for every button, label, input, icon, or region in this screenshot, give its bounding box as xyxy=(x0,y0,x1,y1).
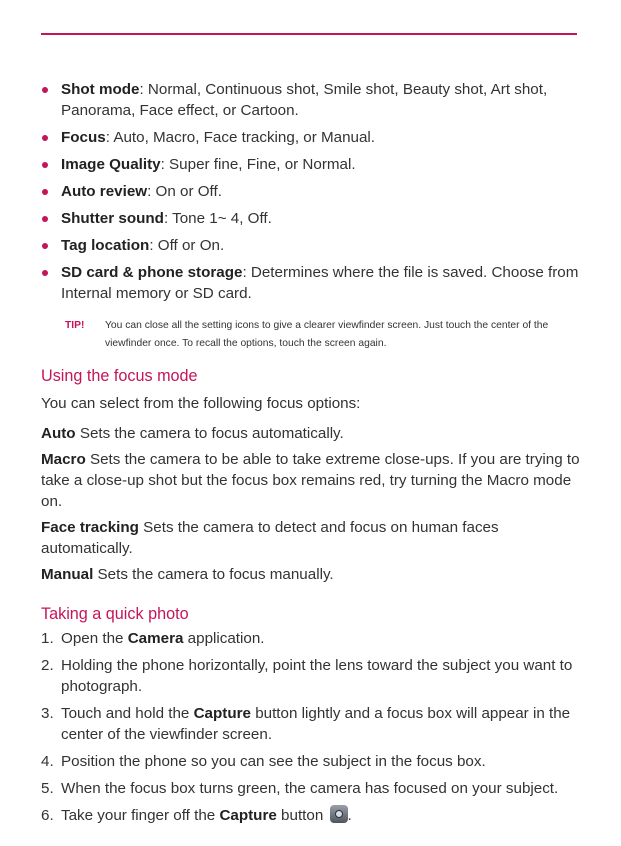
step-number: 3. xyxy=(41,705,54,722)
step-text: When the focus box turns green, the camera has focused on your subject. xyxy=(61,780,559,797)
setting-term: Shutter sound xyxy=(61,210,164,227)
step-number: 5. xyxy=(41,780,54,797)
focus-option-desc: Sets the camera to detect and focus on human faces automatically. xyxy=(41,519,499,557)
step-number: 2. xyxy=(41,657,54,674)
setting-desc: : Auto, Macro, Face tracking, or Manual. xyxy=(105,129,376,146)
focus-option xyxy=(41,449,586,512)
step-number: 6. xyxy=(41,807,54,824)
step-period: . xyxy=(347,807,352,824)
focus-option xyxy=(41,564,586,585)
bullet-icon xyxy=(42,162,48,168)
step-text-end: button xyxy=(276,807,324,824)
bullet-icon xyxy=(42,216,48,222)
bullet-icon xyxy=(42,189,48,195)
step-item xyxy=(41,655,586,697)
bullet-icon xyxy=(42,243,48,249)
bullet-icon xyxy=(42,270,48,276)
photo-steps xyxy=(41,628,586,826)
setting-term: Image Quality xyxy=(61,156,161,173)
section-heading-focus: Using the focus mode xyxy=(41,367,198,385)
step-text-end: button lightly and a focus box will appear in the center of the viewfinder screen. xyxy=(61,705,571,743)
section-heading-photo: Taking a quick photo xyxy=(41,605,189,623)
list-item xyxy=(41,127,586,148)
step-item xyxy=(41,751,586,772)
setting-desc: : Off or On. xyxy=(149,237,225,254)
step-text: Holding the phone horizontally, point the lens toward the subject you want to photograph. xyxy=(61,657,573,695)
focus-option-term: Auto xyxy=(41,425,76,442)
tip-note xyxy=(65,317,586,353)
step-bold: Camera xyxy=(127,630,184,647)
setting-term: Shot mode xyxy=(61,81,140,98)
step-bold: Capture xyxy=(193,705,251,722)
focus-option-desc: Sets the camera to focus manually. xyxy=(93,566,334,583)
setting-term: Focus xyxy=(61,129,106,146)
setting-desc: : Normal, Continuous shot, Smile shot, Beauty shot, Art shot, Panorama, Face effect, or Cartoon. xyxy=(61,81,548,119)
focus-option xyxy=(41,423,586,444)
setting-desc: : Tone 1~ 4, Off. xyxy=(163,210,272,227)
step-text: Touch and hold the xyxy=(61,705,194,722)
focus-option-desc: Sets the camera to be able to take extreme close-ups. If you are trying to take a close-up shot but the focus box remains red, try turning the Macro mode on. xyxy=(41,451,580,510)
header-rule xyxy=(41,33,577,35)
step-text: Take your finger off the xyxy=(61,807,220,824)
step-item xyxy=(41,703,586,745)
step-text: Open the xyxy=(61,630,128,647)
settings-list xyxy=(41,79,586,304)
focus-option-term: Face tracking xyxy=(41,519,139,536)
list-item xyxy=(41,154,586,175)
setting-term: Auto review xyxy=(61,183,148,200)
focus-intro: You can select from the following focus options: xyxy=(41,395,361,412)
list-item xyxy=(41,79,586,121)
step-number: 1. xyxy=(41,630,54,647)
step-number: 4. xyxy=(41,753,54,770)
step-text-end: application. xyxy=(183,630,265,647)
tip-text: You can close all the setting icons to give a clearer viewfinder screen. Just touch the center of the viewfinder once. To recall the options, touch the screen again. xyxy=(105,320,549,349)
list-item xyxy=(41,181,586,202)
step-text: Position the phone so you can see the subject in the focus box. xyxy=(61,753,486,770)
setting-term: Tag location xyxy=(61,237,150,254)
setting-desc: : On or Off. xyxy=(147,183,222,200)
setting-desc: : Super fine, Fine, or Normal. xyxy=(160,156,356,173)
list-item xyxy=(41,235,586,256)
bullet-icon xyxy=(42,135,48,141)
list-item xyxy=(41,208,586,229)
step-item xyxy=(41,628,586,649)
step-item xyxy=(41,778,586,799)
list-item xyxy=(41,262,586,304)
step-bold: Capture xyxy=(219,807,277,824)
bullet-icon xyxy=(42,87,48,93)
step-item xyxy=(41,805,586,826)
focus-option-term: Macro xyxy=(41,451,86,468)
setting-term: SD card & phone storage xyxy=(61,264,243,281)
focus-option-term: Manual xyxy=(41,566,94,583)
setting-desc: : Determines where the file is saved. Choose from Internal memory or SD card. xyxy=(61,264,579,302)
page-content xyxy=(41,79,586,832)
focus-option-desc: Sets the camera to focus automatically. xyxy=(75,425,344,442)
camera-shutter-icon xyxy=(330,805,348,823)
tip-label: TIP! xyxy=(65,320,85,331)
focus-option xyxy=(41,517,586,559)
